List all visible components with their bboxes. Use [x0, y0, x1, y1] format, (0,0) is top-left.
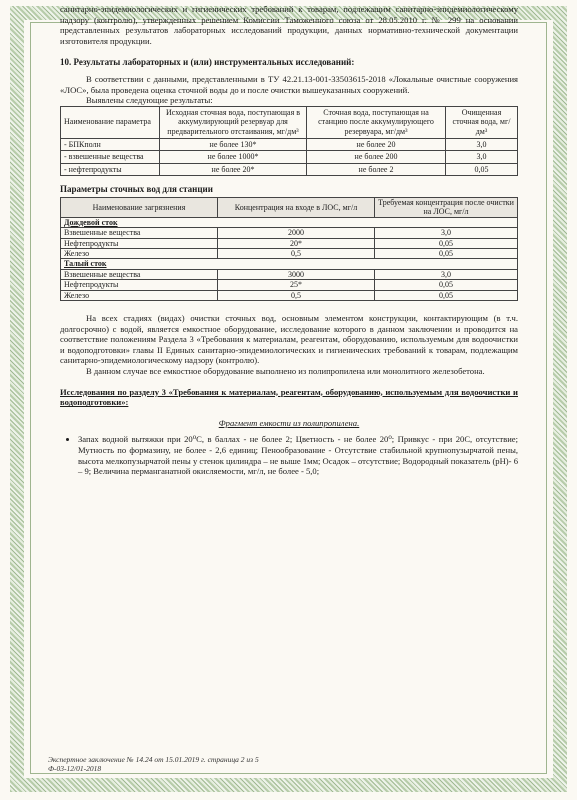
table-group-row — [61, 259, 518, 269]
table-cell: не более 2 — [307, 163, 446, 176]
list-item: • Запах водной вытяжки при 20⁰С, в баллах - не более 2; Цветность - не более 20⁰; Привкус - при 20С, отсутствие; Мутность по формазину, не более - 2,6 единиц; Пенообразование - Отсутствие стабильной крупнопузырчатой пены, высота мелкопузырчатой пены у стенок цилиндра – не выше 1мм; Осадок – отсутствие; Водородный показатель (pH)- 6 – 9; Величина перманганатной окисляемости, мг/л, не более - 5,0; — [78, 434, 518, 476]
table-cell: 3,0 — [375, 228, 518, 238]
table-cell: не более 20* — [160, 163, 307, 176]
table-row — [61, 163, 518, 176]
table-cell: 3,0 — [446, 151, 518, 164]
group-label: Дождевой сток — [61, 217, 518, 227]
wastewater-header-cell: Требуемая концентрация после очистки на ЛОС, мг/л — [375, 197, 518, 217]
intro-paragraph: санитарно-эпидемиологических и гигиенических требований к товарам, подлежащим санитарно-эпидемиологическому надзору (контролю), утвержденных решением Комиссии Таможенного союза от 28.05.2010 г. № 299 на основании представленных результатов лабораторных исследований продукции, данных нормативно-технической документации изготовителя продукции. — [60, 4, 518, 46]
table-cell: Железо — [61, 248, 218, 258]
wastewater-table-title: Параметры сточных вод для станции — [60, 184, 213, 195]
table-cell: 20* — [218, 238, 375, 248]
all-stages-paragraph: На всех стадиях (видах) очистки сточных вод, основным элементом конструкции, контактирующим (в т.ч. долгосрочно) с водой, является емкостное оборудование, исследование которого в данном заключении и проводится на соответствие положениям Раздела 3 «Требования к материалам, реагентам, оборудованию, используемым для водоочистки и водоподготовки» главы II Единых санитарно-эпидемиологических и гигиенических требований к товарам, подлежащим санитарно-эпидемиологическому надзору (контролю). — [60, 312, 518, 366]
page-footer — [48, 755, 259, 773]
table-group-row — [61, 217, 518, 227]
table-row — [61, 280, 518, 290]
table-cell: 0,05 — [375, 290, 518, 300]
table-cell: - взвешенные вещества — [61, 151, 160, 164]
table-cell: Нефтепродукты — [61, 280, 218, 290]
case-paragraph: В данном случае все емкостное оборудование выполнено из полипропилена или монолитного железобетона. — [86, 365, 485, 376]
table-cell: 25* — [218, 280, 375, 290]
table-row — [61, 248, 518, 258]
table-cell: 0,05 — [375, 248, 518, 258]
table-cell: не более 1000* — [160, 151, 307, 164]
table-cell: Взвешенные вещества — [61, 228, 218, 238]
table-cell: не более 20 — [307, 138, 446, 151]
section-10-found: Выявлены следующие результаты: — [86, 95, 213, 106]
research-title: Исследования по разделу 3 «Требования к материалам, реагентам, оборудованию, используемым для водоочистки и водоподготовки»: — [60, 386, 518, 408]
wastewater-table — [60, 197, 518, 301]
wastewater-table-header — [61, 197, 518, 217]
footer-form-code: Ф-03-12/01-2018 — [48, 764, 102, 773]
table-cell: Взвешенные вещества — [61, 269, 218, 279]
table-cell: - нефтепродукты — [61, 163, 160, 176]
results-list — [60, 434, 518, 476]
table-cell: 0,05 — [446, 163, 518, 176]
table-cell: 3000 — [218, 269, 375, 279]
table-cell: 0,05 — [375, 280, 518, 290]
table-cell: - БПКполн — [61, 138, 160, 151]
table-cell: 3,0 — [375, 269, 518, 279]
results-header-cell: Сточная вода, поступающая на станцию после аккумулирующего резервуара, мг/дм³ — [307, 106, 446, 138]
fragment-title: Фрагмент емкости из полипропилена. — [218, 417, 360, 428]
results-table — [60, 106, 518, 177]
table-row — [61, 138, 518, 151]
wastewater-header-cell: Концентрация на входе в ЛОС, мг/л — [218, 197, 375, 217]
table-cell: 0,5 — [218, 290, 375, 300]
table-row — [61, 269, 518, 279]
wastewater-header-cell: Наименование загрязнения — [61, 197, 218, 217]
table-cell: 0,05 — [375, 238, 518, 248]
table-cell: Нефтепродукты — [61, 238, 218, 248]
section-10-paragraph: В соответствии с данными, представленными в ТУ 42.21.13-001-33503615-2018 «Локальные очистные сооружения «ЛОС», была проведена оценка сточной воды до и после очистки вышеуказанных сооружений. — [60, 73, 518, 95]
footer-line: Экспертное заключение № 14.24 от 15.01.2019 г. страница 2 из 5 — [48, 755, 259, 764]
table-row — [61, 238, 518, 248]
table-row — [61, 290, 518, 300]
table-cell: 0,5 — [218, 248, 375, 258]
table-cell: не более 130* — [160, 138, 307, 151]
table-cell: Железо — [61, 290, 218, 300]
results-header-cell: Наименование параметра — [61, 106, 160, 138]
results-header-cell: Очищенная сточная вода, мг/дм³ — [446, 106, 518, 138]
section-10-title: 10. Результаты лабораторных и (или) инструментальных исследований: — [60, 57, 355, 68]
results-header-cell: Исходная сточная вода, поступающая в аккумулирующий резервуар для предварительного отстаивания, мг/дм³ — [160, 106, 307, 138]
table-row — [61, 228, 518, 238]
document-body — [60, 4, 518, 477]
table-cell: не более 200 — [307, 151, 446, 164]
table-cell: 2000 — [218, 228, 375, 238]
group-label: Талый сток — [61, 259, 518, 269]
table-row — [61, 151, 518, 164]
results-table-header — [61, 106, 518, 138]
table-cell: 3,0 — [446, 138, 518, 151]
